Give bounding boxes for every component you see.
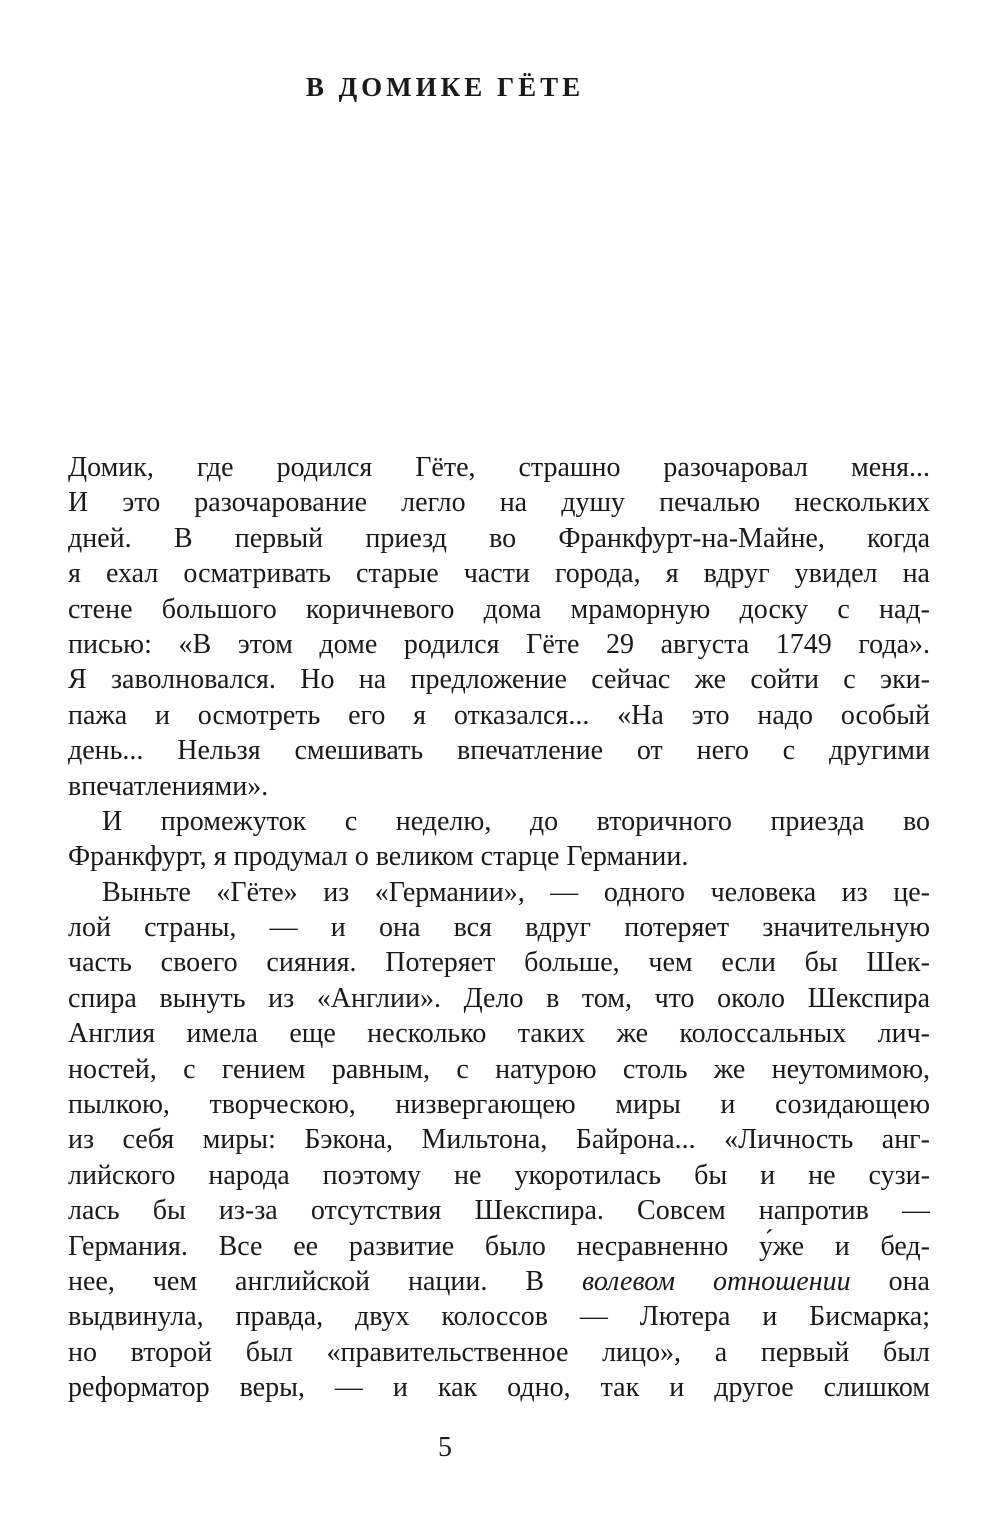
text-line: Германия. Все ее развитие было несравненно у́же и бед- [68, 1230, 930, 1262]
text-line [68, 1264, 930, 1299]
italic-emphasis: волевом отношении [582, 1265, 851, 1297]
text-line: Домик, где родился Гёте, страшно разочаровал меня... [68, 452, 930, 483]
page-number: 5 [438, 1432, 452, 1463]
text-line: Выньте «Гёте» из «Германии», — одного человека из це- [102, 876, 930, 908]
text-line: Я заволновался. Но на предложение сейчас же сойти с эки- [68, 664, 930, 696]
text-line: стене большого коричневого дома мраморную доску с над- [68, 593, 930, 625]
text-line: впечатлениями». [68, 770, 269, 802]
text-line: И это разочарование легло на душу печалью нескольких [68, 487, 930, 519]
text-line: Франкфурт, я продумал о великом старце Германии. [68, 841, 689, 873]
text-line: часть своего сияния. Потеряет больше, чем если бы Шек- [68, 947, 930, 979]
text-line: но второй был «правительственное лицо», а первый был [68, 1336, 930, 1368]
text-line: пылкою, творческою, низвергающею миры и созидающею [68, 1089, 930, 1121]
text-line: выдвинула, правда, двух колоссов — Лютера и Бисмарка; [68, 1301, 930, 1333]
body-text [68, 450, 930, 1406]
text-line: писью: «В этом доме родился Гёте 29 августа 1749 года». [68, 628, 930, 660]
text-line: лийского народа поэтому не укоротилась бы и не сузи- [68, 1159, 930, 1191]
chapter-title: В ДОМИКЕ ГЁТЕ [305, 72, 585, 102]
text-line: реформатор веры, — и как одно, так и другое слишком [68, 1372, 930, 1404]
text-segment: нее, чем английской нации. В [68, 1265, 583, 1297]
text-line: Англия имела еще несколько таких же колоссальных лич- [68, 1018, 930, 1050]
text-line: И промежуток с неделю, до вторичного приезда во [102, 805, 930, 837]
text-line: спира вынуть из «Англии». Дело в том, что около Шекспира [68, 982, 930, 1014]
text-segment: она [850, 1265, 930, 1297]
text-line: день... Нельзя смешивать впечатление от него с другими [68, 735, 930, 767]
text-line: ностей, с гением равным, с натурою столь же неутомимою, [68, 1053, 930, 1085]
text-line: лой страны, — и она вся вдруг потеряет значительную [68, 912, 930, 944]
text-line: пажа и осмотреть его я отказался... «На это надо особый [68, 699, 930, 731]
text-line: я ехал осматривать старые части города, я вдруг увидел на [68, 558, 930, 590]
text-line: дней. В первый приезд во Франкфурт-на-Майне, когда [68, 522, 930, 554]
text-line: из себя миры: Бэкона, Мильтона, Байрона... «Личность анг- [68, 1124, 930, 1156]
text-line: лась бы из-за отсутствия Шекспира. Совсем напротив — [68, 1195, 930, 1227]
